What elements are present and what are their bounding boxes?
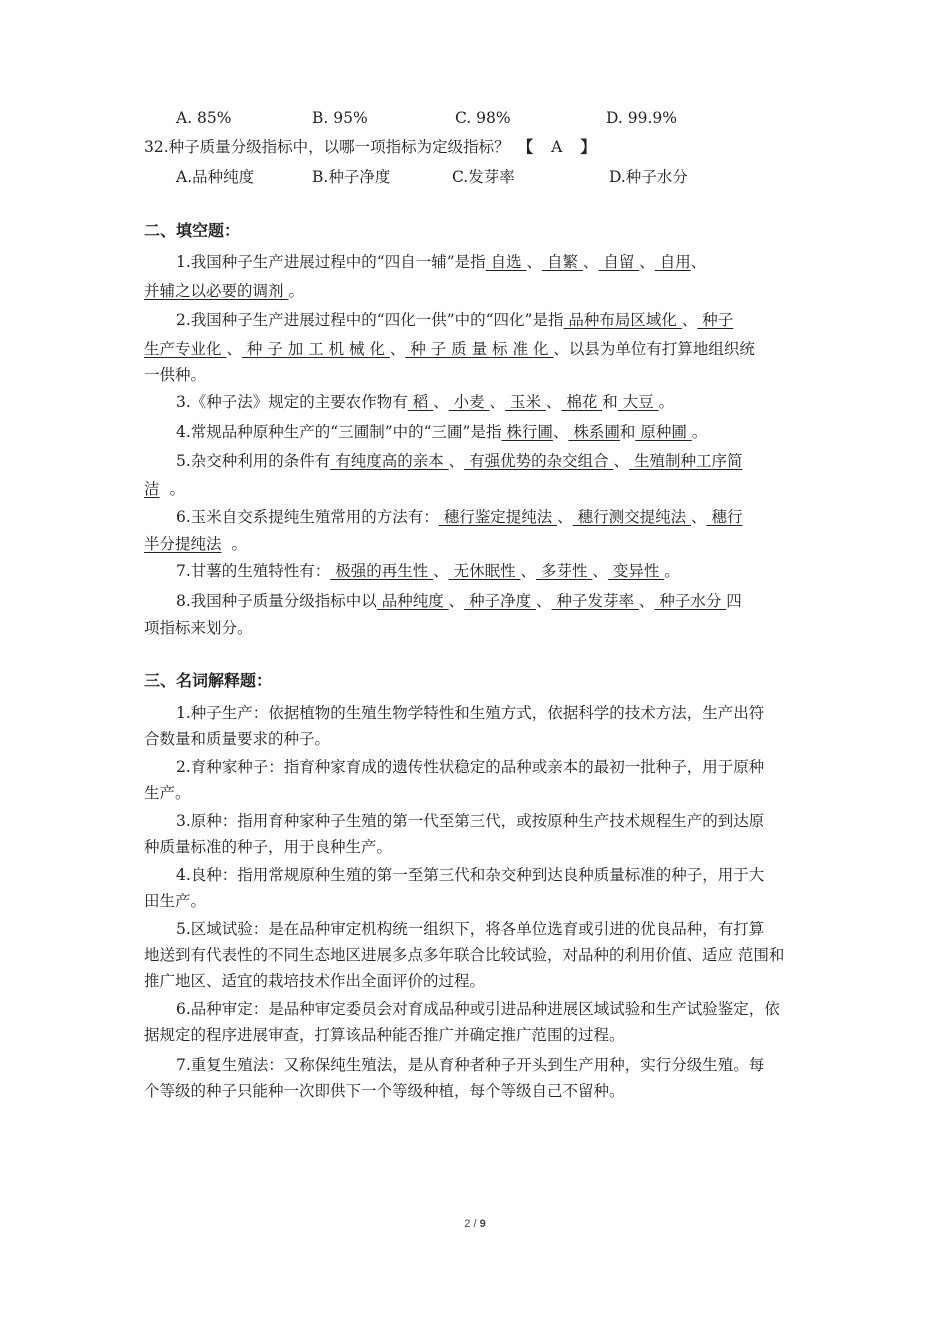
answer-blank: 自留 [598,253,640,271]
period: 。 [658,393,675,411]
question-text: 6.玉米自交系提纯生殖常用的方法有： [176,508,439,526]
section-title: 三、名词解释题： [144,671,273,690]
answer-blank: 穗行 [706,508,743,526]
fill-question-4 [176,421,844,443]
question-text: 3.《种子法》规定的主要农作物有 [176,393,408,411]
fill-question-3 [176,391,844,413]
separator: 、 [526,253,543,271]
total-pages: 9 [479,1218,486,1230]
question-text: 8.我国种子质量分级指标中以 [176,592,377,610]
separator: 、 [536,592,552,610]
answer-blank: 种 子 质 量 标 准 化 [405,340,554,358]
option-c: C. 98% [455,109,511,127]
separator: 、 [545,393,562,411]
separator: 、 [691,508,707,526]
section-title: 二、填空题： [144,221,241,240]
answer-blank: 并辅之以必要的调剂 [144,282,289,300]
answer-blank: 品种布局区域化 [563,311,682,329]
term-definition-5: 5.区域试验：是在品种审定机构统一组织下，将各单位选育或引进的优良品种，有打算 [176,920,765,938]
separator: 、 [557,508,573,526]
question-text: 项指标来划分。 [144,619,253,637]
answer-blank: 稻 [407,393,434,411]
answer-blank: 半分提纯法 [144,535,222,553]
separator: 、 [681,311,698,329]
separator: 、 [489,393,506,411]
period: 。 [691,423,708,441]
answer-blank: 株行圃 [501,423,553,441]
bracket-open: 【 [517,137,534,156]
question-text: 四 [726,592,742,610]
answer-blank: 自繁 [542,253,583,271]
answer: A [551,138,563,156]
fill-question-2-cont [144,338,812,360]
fill-question-8-cont [144,617,812,639]
question-text: 、以县为单位有打算地组织统 [553,340,755,358]
answer-blank: 原种圃 [635,423,692,441]
period: 。 [288,282,304,300]
fill-question-5 [176,450,844,472]
answer-blank: 无休眠性 [448,562,521,580]
option-a: A.品种纯度 [176,168,255,186]
fill-question-6-cont [144,533,812,555]
option-d: D.种子水分 [609,168,688,186]
question-text: 4.常规品种原种生产的“三圃制”中的“三圃”是指 [176,423,502,441]
answer-blank: 洁 [144,480,160,498]
separator: 、 [613,452,630,470]
separator: 、 [520,562,537,580]
question-stem: 32.种子质量分级指标中，以哪一项指标为定级指标？ [144,138,510,156]
answer-blank: 种子 [697,311,734,329]
question-text: 一供种。 [144,366,207,384]
separator: 、 [389,340,406,358]
term-definition-2: 2.育种家种子：指育种家育成的遗传性状稳定的品种或亲本的最初一批种子，用于原种 [176,758,765,776]
answer-blank: 变异性 [607,562,665,580]
bracket-close: 】 [580,137,596,156]
answer-blank: 生殖制种工序简 [629,452,743,470]
term-definition-3-cont: 种质量标准的种子，用于良种生产。 [144,838,393,856]
period: 。 [664,562,680,580]
page-separator: / [470,1218,480,1230]
fill-question-7 [176,560,844,582]
separator: 、 [433,562,449,580]
term-definition-5-cont: 地送到有代表性的不同生态地区进展多点多年联合比较试验，对品种的利用价值、适应 范围和 [144,946,785,964]
answer-blank: 种子水分 [654,592,727,610]
answer-blank: 有强优势的杂交组合 [464,452,614,470]
page-number [0,1218,950,1230]
separator: 、 [448,592,465,610]
answer-blank: 株系圃 [568,423,620,441]
separator: 、 [592,562,608,580]
option-a: A. 85% [176,109,232,127]
option-b: B. 95% [312,109,368,127]
answer-blank: 棉花 [561,393,603,411]
separator: 、 [226,340,242,358]
answer-blank: 穗行鉴定提纯法 [438,508,558,526]
answer-blank: 穗行测交提纯法 [572,508,692,526]
separator: 和 [602,393,618,411]
answer-blank: 品种纯度 [376,592,449,610]
option-c: C.发芽率 [452,168,515,186]
option-d: D. 99.9% [606,109,677,127]
term-definition-1-cont: 合数量和质量要求的种子。 [144,730,331,748]
option-b: B.种子净度 [312,168,391,186]
term-definition-1: 1.种子生产：依据植物的生殖生物学特性和生殖方式，依据科学的技术方法，生产出符 [176,704,765,722]
separator: 、 [433,393,449,411]
separator: 、 [552,423,569,441]
answer-blank: 大豆 [617,393,659,411]
separator: 、 [582,253,599,271]
term-definition-6: 6.品种审定：是品种审定委员会对育成品种或引进品种进展区域试验和生产试验鉴定，依 [176,1000,780,1018]
separator: 和 [619,423,636,441]
question-text: 7.甘薯的生殖特性有： [176,562,331,580]
answer-blank: 有纯度高的亲本 [330,452,449,470]
separator: 、 [639,253,655,271]
separator: 、 [690,253,707,271]
term-definition-2-cont: 生产。 [144,784,191,802]
answer-blank: 生产专业化 [144,340,227,358]
question-text: 1.我国种子生产进展过程中的“四自一辅”是指 [176,253,486,271]
term-definition-4-cont: 田生产。 [144,892,207,910]
term-definition-6-cont: 据规定的程序进展审查，打算该品种能否推广并确定推广范围的过程。 [144,1026,625,1044]
question-32 [144,136,812,158]
term-definition-7-cont: 个等级的种子只能种一次即供下一个等级种植，每个等级自己不留种。 [144,1082,625,1100]
answer-blank: 多芽性 [536,562,593,580]
fill-question-1-cont [144,280,812,302]
fill-question-8 [176,590,844,612]
term-definition-7: 7.重复生殖法：又称保纯生殖法，是从育种者种子开头到生产用种，实行分级生殖。每 [176,1056,765,1074]
term-definition-5-cont: 推广地区、适宜的栽培技术作出全面评价的过程。 [144,972,486,990]
fill-question-2-cont [144,364,812,386]
separator: 、 [638,592,655,610]
separator: 、 [448,452,465,470]
period: 。 [169,480,186,498]
term-definition-3: 3.原种：指用育种家种子生殖的第一代至第三代，或按原种生产技术规程生产的到达原 [176,812,765,830]
answer-blank: 极强的再生性 [330,562,434,580]
answer-blank: 种 子 加 工 机 械 化 [241,340,390,358]
answer-blank: 自用 [654,253,691,271]
fill-question-2 [176,309,844,331]
answer-blank: 小麦 [448,393,490,411]
question-text: 5.杂交种利用的条件有 [176,452,331,470]
term-definition-4: 4.良种：指用常规原种生殖的第一至第三代和杂交种到达良种质量标准的种子，用于大 [176,866,765,884]
current-page: 2 [464,1218,471,1230]
answer-blank: 种子发芽率 [551,592,639,610]
fill-question-5-cont [144,478,812,500]
answer-blank: 种子净度 [464,592,537,610]
question-text: 2.我国种子生产进展过程中的“四化一供”中的“四化”是指 [176,311,564,329]
fill-question-1 [176,251,844,273]
period: 。 [231,535,248,553]
answer-blank: 自选 [485,253,527,271]
answer-blank: 玉米 [505,393,546,411]
fill-question-6 [176,506,844,528]
